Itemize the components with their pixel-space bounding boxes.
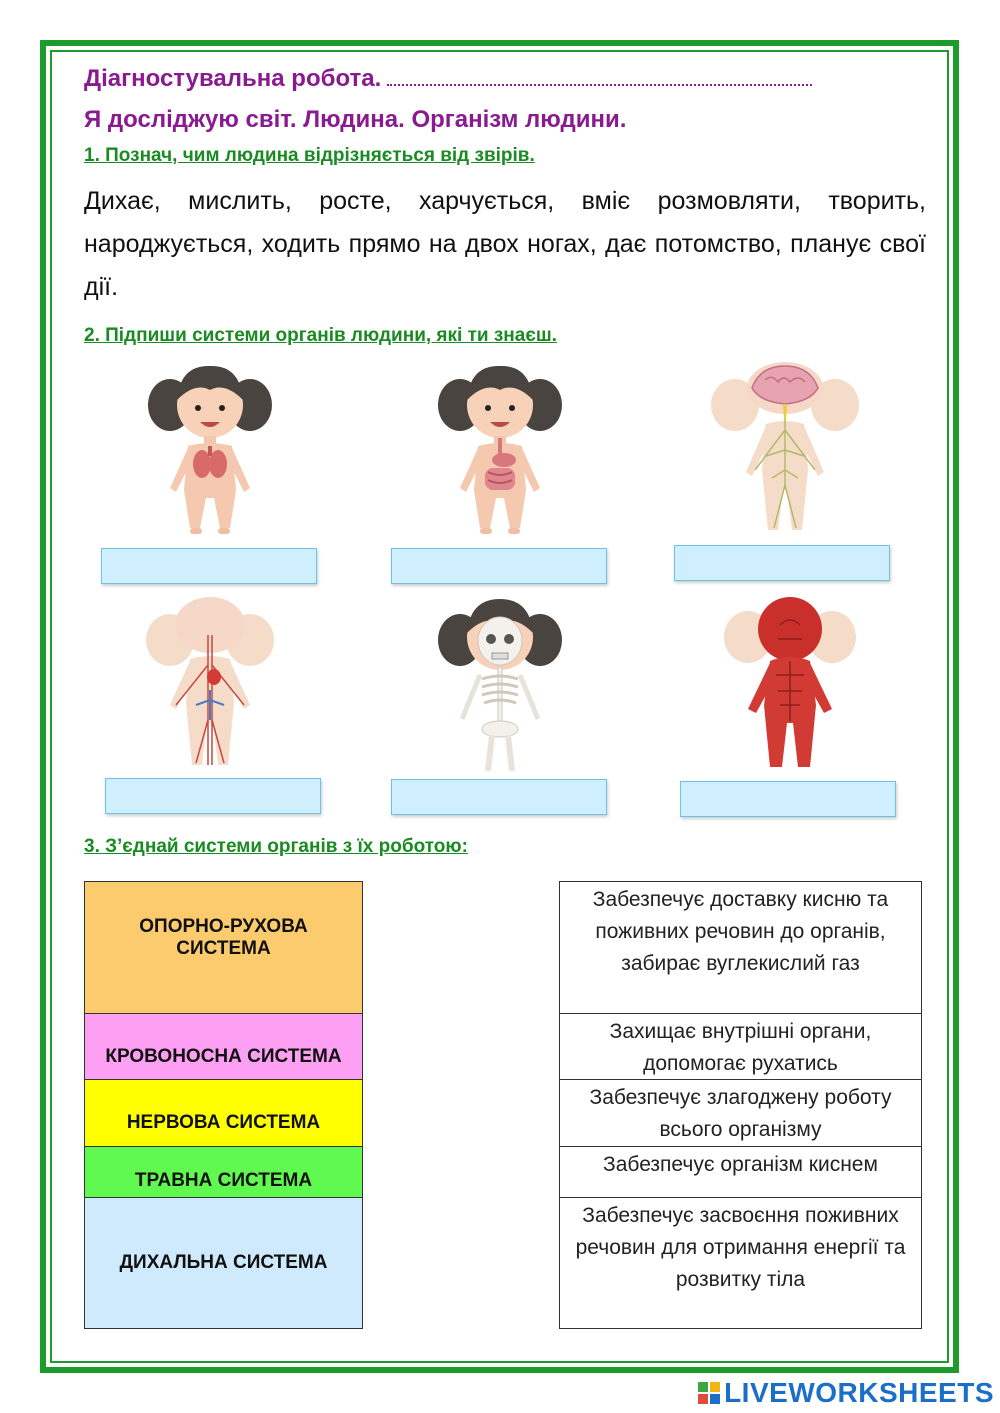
brand-text: LIVEWORKSHEETS xyxy=(724,1377,994,1408)
answer-box-muscular[interactable] xyxy=(680,781,896,817)
title-dotted-line xyxy=(387,74,812,86)
function-cell-1[interactable] xyxy=(559,881,922,1014)
task3-heading: 3. З’єднай системи органів з їх роботою: xyxy=(84,836,468,857)
task2-heading: 2. Підпиши системи органів людини, які ти знаєш. xyxy=(84,325,557,346)
nervous-system-figure xyxy=(710,360,860,545)
liveworksheets-icon xyxy=(698,1382,720,1404)
system-label: КРОВОНОСНА СИСТЕМА xyxy=(105,1045,342,1067)
function-text: Забезпечує злагоджену роботу всього організму xyxy=(589,1086,892,1141)
worksheet-title: Діагностувальна робота. xyxy=(84,65,812,93)
function-text: Забезпечує доставку кисню та поживних речовин до органів, забирає вуглекислий газ xyxy=(592,888,889,975)
system-cell-respiratory[interactable] xyxy=(84,1197,363,1329)
system-label: НЕРВОВА СИСТЕМА xyxy=(126,1112,321,1133)
system-cell-digestive[interactable] xyxy=(84,1146,363,1198)
liveworksheets-logo[interactable] xyxy=(698,1377,994,1409)
system-cell-nervous[interactable] xyxy=(84,1079,363,1147)
function-cell-2[interactable] xyxy=(559,1013,922,1080)
task1-text: Дихає, мислить, росте, харчується, вміє розмовляти, творить, народжується, ходить прямо на двох ногах, дає потомство, планує свої дії. xyxy=(84,187,926,301)
function-cell-3[interactable] xyxy=(559,1079,922,1147)
answer-box-respiratory[interactable] xyxy=(101,548,317,584)
circulatory-system-figure xyxy=(140,595,280,775)
function-text: Забезпечує організм киснем xyxy=(603,1153,878,1176)
answer-box-circulatory[interactable] xyxy=(105,778,321,814)
digestive-system-figure xyxy=(430,360,570,545)
worksheet-subtitle: Я досліджую світ. Людина. Організм людини. xyxy=(84,106,627,133)
function-text: Забезпечує засвоєння поживних речовин для отримання енергії та розвитку тіла xyxy=(575,1204,906,1291)
system-label: ТРАВНА СИСТЕМА xyxy=(134,1170,313,1191)
skeletal-system-figure xyxy=(430,595,570,775)
answer-box-skeletal[interactable] xyxy=(391,779,607,815)
system-cell-musculoskeletal[interactable] xyxy=(84,881,363,1014)
function-text: Захищає внутрішні органи, допомогає рухатись xyxy=(609,1020,872,1075)
respiratory-system-figure xyxy=(140,360,280,545)
system-cell-circulatory[interactable] xyxy=(84,1013,363,1080)
task1-heading: 1. Познач, чим людина відрізняється від звірів. xyxy=(84,145,535,166)
system-label: ОПОРНО-РУХОВА СИСТЕМА xyxy=(139,915,308,959)
answer-box-nervous[interactable] xyxy=(674,545,890,581)
answer-box-digestive[interactable] xyxy=(391,548,607,584)
function-cell-5[interactable] xyxy=(559,1197,922,1329)
muscular-system-figure xyxy=(720,595,860,775)
function-cell-4[interactable] xyxy=(559,1146,922,1198)
system-label: ДИХАЛЬНА СИСТЕМА xyxy=(119,1252,328,1273)
